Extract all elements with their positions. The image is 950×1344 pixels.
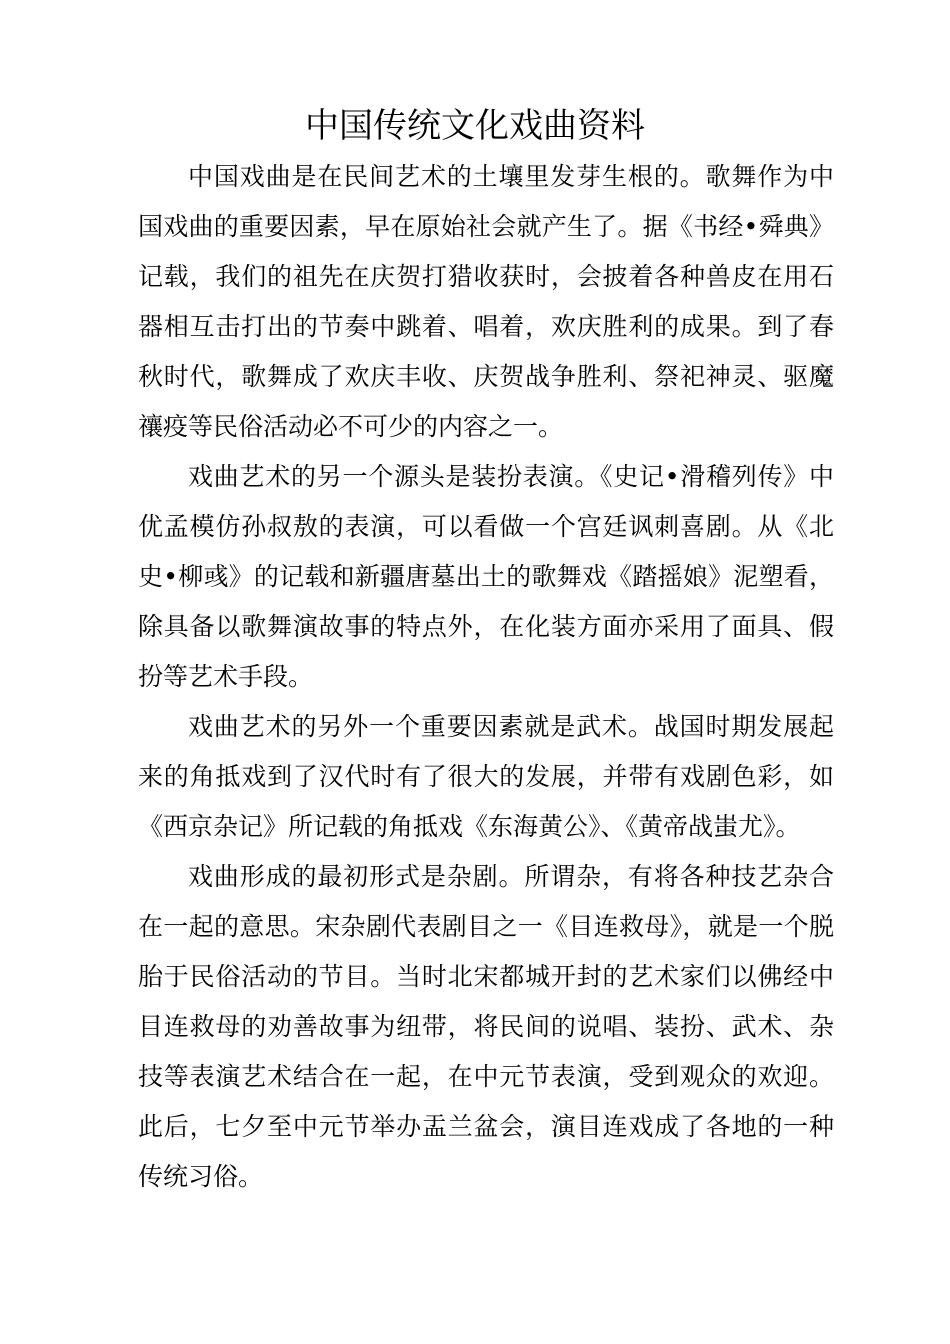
paragraph-3: 戏曲艺术的另外一个重要因素就是武术。战国时期发展起来的角抵戏到了汉代时有了很大的发展，并带有戏剧色彩，如《西京杂记》所记载的角抵戏《东海黄公》、《黄帝战蚩尤》。: [138, 712, 834, 841]
document-body: [138, 152, 834, 1202]
paragraph-1: 中国戏曲是在民间艺术的土壤里发芽生根的。歌舞作为中国戏曲的重要因素，早在原始社会就产生了。据《书经•舜典》记载，我们的祖先在庆贺打猎收获时，会披着各种兽皮在用石器相互击打出的节奏中跳着、唱着，欢庆胜利的成果。到了春秋时代，歌舞成了欢庆丰收、庆贺战争胜利、祭祀神灵、驱魔禳疫等民俗活动必不可少的内容之一。: [138, 162, 834, 441]
paragraph-2: 戏曲艺术的另一个源头是装扮表演。《史记•滑稽列传》中优孟模仿孙叔敖的表演，可以看做一个宫廷讽刺喜剧。从《北史•柳彧》的记载和新疆唐墓出土的歌舞戏《踏摇娘》泥塑看，除具备以歌舞演故事的特点外，在化装方面亦采用了面具、假扮等艺术手段。: [138, 462, 834, 691]
document-title: 中国传统文化戏曲资料: [305, 106, 645, 146]
paragraph-4: 戏曲形成的最初形式是杂剧。所谓杂，有将各种技艺杂合在一起的意思。宋杂剧代表剧目之一《目连救母》，就是一个脱胎于民俗活动的节目。当时北宋都城开封的艺术家们以佛经中目连救母的劝善故事为纽带，将民间的说唱、装扮、武术、杂技等表演艺术结合在一起，在中元节表演，受到观众的欢迎。此后，七夕至中元节举办盂兰盆会，演目连戏成了各地的一种传统习俗。: [138, 862, 834, 1191]
